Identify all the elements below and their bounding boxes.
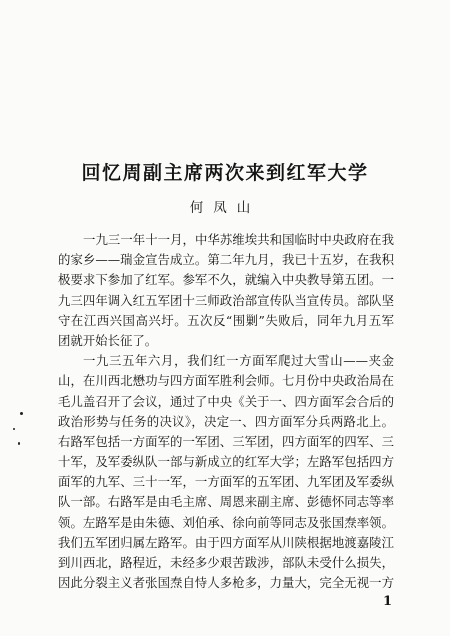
text-line: 我们五军团归属左路军。由于四方面军从川陕根据地渡嘉陵江 bbox=[58, 534, 394, 550]
text-line: 的家乡——瑞金宣告成立。第二年九月，我已十五岁，在我积 bbox=[58, 252, 394, 268]
text-line: 因此分裂主义者张国焘自恃人多枪多，力量大，完全无视一方 bbox=[58, 575, 394, 591]
page-title: 回忆周副主席两次来到红军大学 bbox=[81, 162, 369, 184]
text-line: 团就开始长征了。 bbox=[58, 332, 158, 348]
text-line: 队一部。右路军是由毛主席、周恩来副主席、彭德怀同志等率 bbox=[58, 494, 394, 510]
author-name: 何凤山 bbox=[189, 200, 261, 216]
text-line: 山，在川西北懋功与四方面军胜利会师。七月份中央政治局在 bbox=[58, 373, 394, 389]
text-line: 面军的九军、三十一军，一方面军的五军团、九军团及军委纵 bbox=[58, 474, 394, 490]
text-line: 一九三一年十一月，中华苏维埃共和国临时中央政府在我 bbox=[83, 232, 394, 247]
text-line: 政治形势与任务的决议》，决定一、四方面军分兵两路北上。 bbox=[58, 413, 394, 429]
text-line: 十军，及军委纵队一部与新成立的红军大学；左路军包括四方 bbox=[58, 454, 394, 470]
scan-speck bbox=[18, 442, 20, 445]
scan-speck bbox=[20, 412, 23, 415]
text-line: 到川西北，路程近，未经多少艰苦跋涉，部队未受什么损失， bbox=[58, 555, 394, 570]
text-line: 右路军包括一方面军的一军团、三军团，四方面军的四军、三 bbox=[58, 433, 394, 449]
scan-speck bbox=[13, 428, 15, 430]
article-body bbox=[58, 230, 394, 593]
paragraph-2 bbox=[58, 351, 394, 593]
text-line: 九三四年调入红五军团十三师政治部宣传队当宣传员。部队坚 bbox=[58, 292, 394, 308]
text-line: 领。左路军是由朱德、刘伯承、徐向前等同志及张国焘率领。 bbox=[58, 514, 394, 530]
paragraph-1 bbox=[58, 230, 394, 351]
page-number: 1 bbox=[382, 594, 392, 609]
text-line: 毛儿盖召开了会议，通过了中央《关于一、四方面军会合后的 bbox=[58, 393, 394, 409]
text-line: 守在江西兴国高兴圩。五次反“围剿”失败后，同年九月五军 bbox=[58, 312, 394, 328]
text-line: 一九三五年六月，我们红一方面军爬过大雪山——夹金 bbox=[83, 353, 394, 369]
text-line: 极要求下参加了红军。参军不久，就编入中央教导第五团。一 bbox=[58, 272, 394, 288]
